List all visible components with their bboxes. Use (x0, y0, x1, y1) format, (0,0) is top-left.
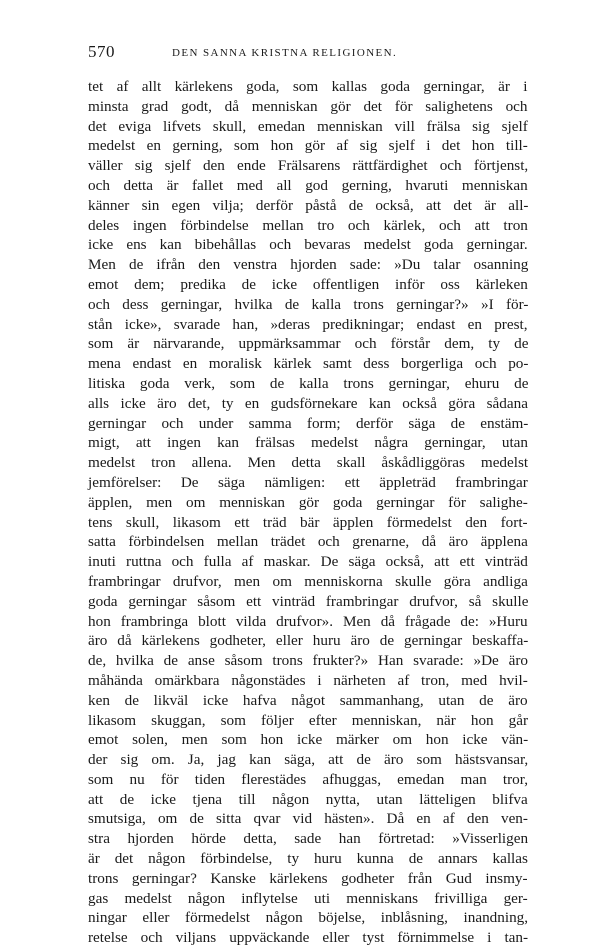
body-text (88, 77, 528, 948)
text-line: Men de ifrån den venstra hjorden sade: »Du talar osanning (88, 256, 529, 274)
text-line: och dess gerningar, hvilka de kalla trons gerningar?» »I för- (88, 295, 529, 313)
text-line: icke ens kan bibehållas och bevaras medelst goda gerningar. (88, 236, 528, 254)
page-header (88, 42, 528, 68)
text-line: goda gerningar såsom ett vinträd frambringar drufvor, så skulle (88, 592, 529, 610)
text-line: gas medelst någon inflytelse uti menniskans frivilliga ger- (88, 889, 528, 907)
text-line: ningar eller förmedelst någon böjelse, inblåsning, inandning, (88, 909, 529, 927)
text-line: måhända omärkbara någonstädes i närheten af tron, med hvil- (88, 671, 528, 689)
text-line: alls icke äro det, ty en gudsförnekare kan också göra sådana (88, 394, 528, 412)
text-line: deles ingen förbindelse mellan tro och kärlek, och att tron (88, 216, 528, 234)
text-line: väller sig sjelf den ende Frälsarens rättfärdighet och förtjenst, (88, 157, 529, 175)
text-line: hon frambringa blott vilda drufvor». Men då frågade de: »Huru (88, 612, 528, 630)
text-line: som nu för tiden flerestädes afhuggas, emedan man tror, (88, 770, 528, 788)
text-line: likasom skuggan, som följer efter menniskan, när hon går (88, 711, 529, 729)
text-line: stån icke», svarade han, »deras predikningar; endast en prest, (88, 315, 528, 333)
text-line: mena endast en moralisk kärlek samt dess borgerliga och po- (88, 355, 529, 373)
text-line: litiska goda verk, som de kalla trons gerningar, ehuru de (88, 374, 529, 392)
text-line: äro då kärlekens godheter, eller huru äro de gerningar beskaffa- (88, 632, 529, 650)
text-line: det eviga lifvets skull, emedan menniskan vill frälsa sig sjelf (88, 117, 528, 135)
text-line: minsta grad godt, då menniskan gör det för salighetens och (88, 97, 528, 115)
text-line: stra hjorden hörde detta, sade han förtretad: »Visserligen (88, 830, 529, 848)
text-line: emot dem; predika de icke offentligen inför oss kärleken (88, 275, 528, 293)
text-line: der sig om. Ja, jag kan säga, att de äro som hästsvansar, (88, 751, 529, 769)
text-line: tens skull, likasom ett träd bär äpplen förmedelst den fort- (88, 513, 528, 531)
text-line: frambringar drufvor, men om menniskorna skulle göra andliga (88, 572, 528, 590)
text-line: medelst en gerning, som hon gör af sig sjelf i det hon till- (88, 137, 528, 155)
text-line: är det någon förbindelse, ty huru kunna de annars kallas (88, 850, 528, 868)
text-line: de, hvilka de anse såsom trons frukter?» Han svarade: »De äro (88, 652, 528, 670)
text-line: tet af allt kärlekens goda, som kallas goda gerningar, är i (88, 78, 528, 95)
text-line: och detta är fallet med all god gerning, hvaruti menniskan (88, 176, 528, 194)
text-line: känner sin egen vilja; derför påstå de också, att det är all- (88, 196, 529, 214)
text-line: inuti ruttna och fulla af maskar. De säga också, att ett vinträd (88, 553, 528, 571)
text-line: retelse och viljans uppväckande eller tyst förnimmelse i tan- (88, 929, 529, 947)
text-line: ken de likväl icke hafva något sammanhang, utan de äro (88, 691, 528, 709)
text-line: satta förbindelsen mellan trädet och grenarne, då äro äpplena (88, 533, 528, 551)
text-line: jemförelser: De säga nämligen: ett äppleträd frambringar (88, 473, 528, 491)
text-line: äpplen, men om menniskan gör goda gerningar för salighe- (88, 493, 528, 511)
text-line: att de icke tjena till någon nytta, utan lätteligen blifva (88, 790, 528, 808)
page-number: 570 (88, 42, 115, 61)
text-line: smutsiga, om de sitta qvar vid hästen». Då en af den ven- (88, 810, 528, 828)
text-line: emot solen, men som hon icke märker om hon icke vän- (88, 731, 529, 749)
text-line: gerningar och under samma form; derför säga de enstäm- (88, 414, 529, 432)
text-line: medelst tron allena. Men detta skall åskådliggöras medelst (88, 454, 529, 472)
text-line: trons gerningar? Kanske kärlekens godheter från Gud insmy- (88, 869, 528, 887)
text-line: migt, att ingen kan frälsas medelst några gerningar, utan (88, 434, 528, 452)
running-head: DEN SANNA KRISTNA RELIGIONEN. (172, 47, 398, 59)
text-line: som är närvarande, uppmärksammar och förstår dem, ty de (88, 335, 529, 353)
